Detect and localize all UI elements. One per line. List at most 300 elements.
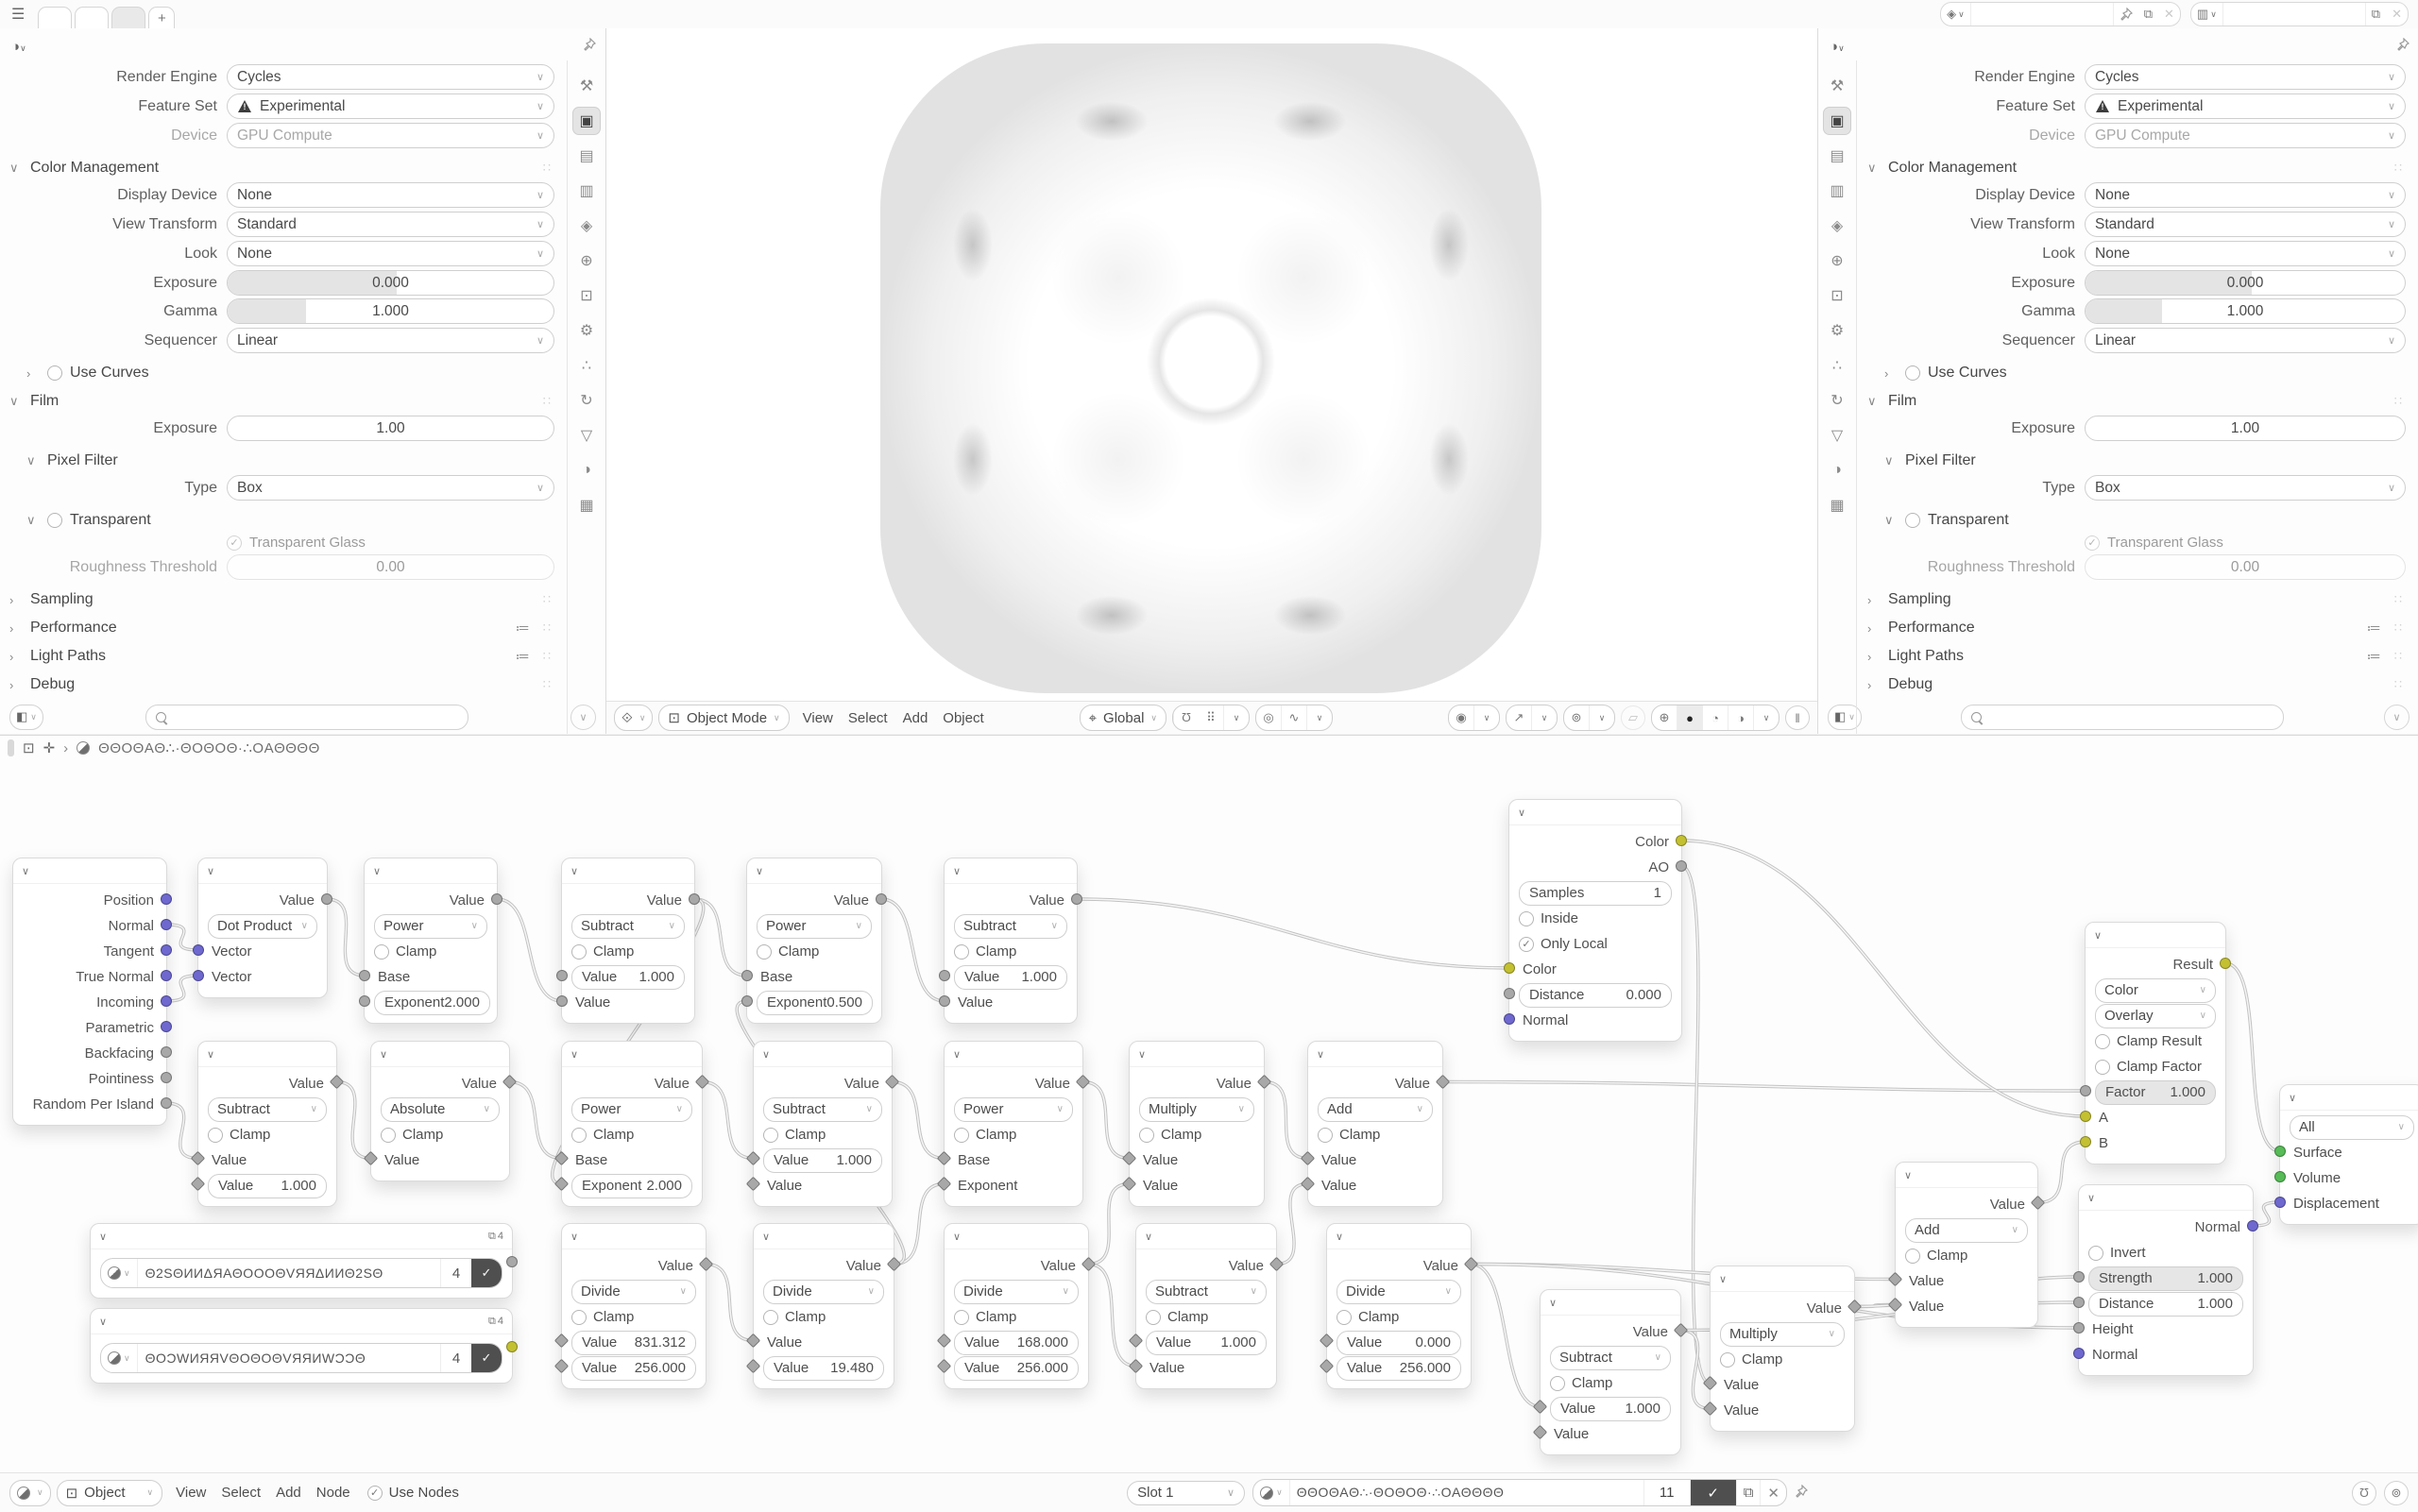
operation-dropdown[interactable]: Subtract ∨ [1146,1280,1267,1304]
distance-field[interactable]: Distance 1.000 [2088,1292,2243,1317]
clamp-checkbox[interactable] [208,1128,223,1143]
app-menu-icon[interactable]: ☰ [11,7,26,23]
preset-icon[interactable]: ≔ [2366,620,2381,637]
clamp-checkbox[interactable] [954,1310,969,1325]
use-curves-section[interactable]: › Use Curves [1884,365,2007,381]
device-dropdown[interactable]: GPU Compute ∨ [227,123,554,148]
input-socket[interactable] [2274,1146,2286,1157]
operation-dropdown[interactable]: Absolute ∨ [381,1097,500,1122]
overlays-icon[interactable]: ⊚ [2384,1481,2409,1505]
workspace-tab-active[interactable] [111,7,145,28]
properties-tab-material[interactable]: ◑ [1832,462,1842,478]
output-socket[interactable] [161,1046,172,1058]
clamp-checkbox[interactable] [381,1128,396,1143]
value-field[interactable]: Value 0.000 [1337,1331,1461,1355]
exposure-slider[interactable]: 0.000 [2085,270,2406,296]
add-workspace-button[interactable]: + [148,7,175,28]
render-engine-dropdown[interactable]: Cycles ∨ [227,64,554,90]
chevron-down-icon[interactable]: ∨ [1762,712,1770,722]
output-socket[interactable] [506,1256,518,1267]
material-users-count[interactable]: 11 [1644,1480,1691,1505]
operation-dropdown[interactable]: Subtract ∨ [763,1097,882,1122]
input-socket[interactable] [939,970,950,981]
search-input[interactable] [1961,705,2284,730]
sampling-section[interactable]: › Sampling ∷ [9,591,553,607]
input-socket[interactable] [556,995,568,1007]
view-transform-dropdown[interactable]: Standard ∨ [2085,212,2406,237]
properties-tab-texture[interactable]: ▦ [1830,498,1845,514]
display-device-dropdown[interactable]: None ∨ [227,182,554,208]
transform-orientation-dropdown[interactable]: ⌖ Global ∨ [1080,705,1166,731]
pin-icon[interactable] [583,38,596,55]
proportional-editing-control[interactable] [1255,705,1333,731]
image-name-field[interactable]: ΘΟƆWИЯЯVΘΟΘΟΘVЯЯИWƆƆΘ [145,1351,366,1366]
gamma-slider[interactable]: 1.000 [2085,298,2406,324]
pause-render-button[interactable]: ‖ [1785,705,1810,730]
sequencer-dropdown[interactable]: Linear ∨ [227,328,554,353]
film-exposure-field[interactable]: 1.00 [227,416,554,441]
chevron-down-icon[interactable]: ∨ [1316,712,1323,722]
strength-field[interactable]: Strength 1.000 [2088,1266,2243,1291]
render-engine-dropdown[interactable]: Cycles ∨ [2085,64,2406,90]
input-socket[interactable] [1504,1013,1515,1025]
image-name-field[interactable]: Θ2SΘИИΔЯAΘΟΟΟΘVЯЯΔИИΘ2SΘ [145,1266,383,1281]
properties-tab-texture[interactable]: ▦ [579,498,594,514]
magnet-icon[interactable]: Ω [2352,1481,2376,1505]
properties-tab-modifiers[interactable]: ⚙ [579,323,594,339]
value-field[interactable]: Value 1.000 [954,965,1067,990]
properties-tab-view-layer[interactable]: ▥ [579,183,594,199]
collapse-chevron-icon[interactable]: ∨ [99,1316,108,1328]
snap-control[interactable] [1172,705,1250,731]
debug-section[interactable]: › Debug ∷ [1867,676,2404,692]
shader-node-menu[interactable]: Node [315,1485,350,1501]
viewport-canvas[interactable] [606,28,1817,702]
operation-dropdown[interactable]: Divide ∨ [1337,1280,1461,1304]
value-field[interactable]: Value 1.000 [1550,1397,1671,1421]
collapse-chevron-icon[interactable]: ∨ [373,865,382,877]
rendered-shading-icon[interactable]: ◑ [1728,705,1754,730]
chevron-down-icon[interactable]: ∨ [1541,712,1548,722]
properties-tab-world[interactable]: ⊕ [580,253,593,269]
transparent-section[interactable]: ∨ Transparent [1884,512,2009,528]
film-section[interactable]: ∨ Film ∷ [1867,393,2404,409]
gizmo-arrow-icon[interactable]: ↗ [1507,705,1532,730]
operation-dropdown[interactable]: Power ∨ [374,914,487,939]
chevron-down-icon[interactable]: ∨ [1233,712,1240,722]
output-socket[interactable] [161,893,172,905]
material-name-field[interactable]: ΘΘΟΘAΘ∴·ΘΟΘΟΘ·∴ΟAΘΘΘΘ [1290,1480,1644,1505]
input-socket[interactable] [193,970,204,981]
collapse-chevron-icon[interactable]: ∨ [570,1231,579,1243]
value-field[interactable]: Value 256.000 [571,1356,696,1381]
inside-checkbox[interactable] [1519,911,1534,926]
workspace-tab[interactable] [38,7,72,28]
feature-set-dropdown[interactable]: ! Experimental ∨ [2085,93,2406,119]
operation-dropdown[interactable]: Divide ∨ [571,1280,696,1304]
transparent-checkbox[interactable] [47,513,62,528]
collapse-chevron-icon[interactable]: ∨ [1145,1231,1153,1243]
image-users-count[interactable]: 4 [440,1344,471,1372]
clamp-checkbox[interactable] [954,944,969,960]
look-dropdown[interactable]: None ∨ [2085,241,2406,266]
collapse-chevron-icon[interactable]: ∨ [207,865,215,877]
input-socket[interactable] [2274,1197,2286,1208]
output-socket[interactable] [161,1097,172,1109]
output-socket[interactable] [161,995,172,1007]
options-chevron-button[interactable]: ∨ [570,705,596,730]
xray-toggle-button[interactable]: ▱ [1621,705,1645,730]
math-subtract-node[interactable] [561,858,695,1024]
output-socket[interactable] [161,919,172,930]
output-socket[interactable] [1676,860,1687,872]
image-browse-dropdown[interactable]: ∨ [101,1344,138,1372]
properties-tab-world[interactable]: ⊕ [1831,253,1844,269]
collapse-chevron-icon[interactable]: ∨ [1317,1048,1325,1061]
shader-scope-dropdown[interactable]: ⊡ Object ∨ [57,1480,163,1506]
copy-icon[interactable]: ⧉ [2143,7,2153,21]
light-paths-section[interactable]: › Light Paths ≔ ∷ [9,648,553,665]
filter-toggle-button[interactable]: ◧ ∨ [9,705,43,730]
operation-dropdown[interactable]: Power ∨ [954,1097,1073,1122]
gizmos-control[interactable] [1506,705,1558,731]
input-socket[interactable] [359,970,370,981]
device-dropdown[interactable]: GPU Compute ∨ [2085,123,2406,148]
exposure-slider[interactable]: 0.000 [227,270,554,296]
overlays-icon[interactable]: ⊚ [1564,705,1590,730]
magnet-icon[interactable]: Ω [1173,705,1199,730]
sampling-section[interactable]: › Sampling ∷ [1867,591,2404,607]
math-multiply-node[interactable] [1710,1266,1855,1432]
math-add-node[interactable] [1307,1041,1443,1207]
input-socket[interactable] [1504,988,1515,999]
collapse-chevron-icon[interactable]: ∨ [1518,807,1526,819]
operation-dropdown[interactable]: Subtract ∨ [208,1097,327,1122]
editor-type-button[interactable]: ∨ [9,1480,51,1506]
pin-icon[interactable] [2396,38,2409,55]
scene-selector[interactable] [1940,2,2181,26]
image-users-count[interactable]: 4 [440,1259,471,1287]
clamp-checkbox[interactable] [763,1310,778,1325]
unlink-icon[interactable]: ✕ [2164,7,2174,21]
material-shading-icon[interactable]: ◔ [1703,705,1728,730]
fake-user-shield-icon[interactable]: ✓ [1691,1480,1737,1505]
properties-tab-view-layer[interactable]: ▥ [1830,183,1845,199]
clamp-checkbox[interactable] [1720,1352,1735,1368]
collapse-chevron-icon[interactable]: ∨ [380,1048,388,1061]
input-socket[interactable] [2080,1085,2091,1096]
performance-section[interactable]: › Performance ≔ ∷ [9,620,553,637]
input-socket[interactable] [2080,1111,2091,1122]
collapse-chevron-icon[interactable]: ∨ [762,1048,771,1061]
output-socket[interactable] [1676,835,1687,846]
visibility-icon[interactable]: ◉ [1449,705,1474,730]
material-output-node[interactable] [2279,1084,2418,1225]
input-socket[interactable] [2274,1171,2286,1182]
fake-user-shield-icon[interactable]: ✓ [471,1259,502,1287]
clamp-checkbox[interactable] [763,1128,778,1143]
shader-select-menu[interactable]: Select [221,1485,262,1501]
input-socket[interactable] [741,970,753,981]
collapse-chevron-icon[interactable]: ∨ [953,1231,962,1243]
clamp-checkbox[interactable] [1905,1249,1920,1264]
input-socket[interactable] [2073,1271,2085,1283]
input-socket[interactable] [2073,1348,2085,1359]
value-field[interactable]: Value 1.000 [571,965,685,990]
properties-tab-render[interactable]: ▣ [572,107,601,135]
feature-set-dropdown[interactable]: ! Experimental ∨ [227,93,554,119]
math-power-node[interactable] [746,858,882,1024]
collapse-chevron-icon[interactable]: ∨ [22,865,30,877]
node-canvas[interactable] [0,760,2418,1473]
clamp-checkbox[interactable] [1139,1128,1154,1143]
vector-math-dot-product-node[interactable] [197,858,328,998]
output-socket[interactable] [321,893,332,905]
clamp-checkbox[interactable] [571,944,587,960]
operation-dropdown[interactable]: Overlay ∨ [2095,1004,2216,1028]
math-power-node[interactable] [364,858,498,1024]
use-nodes-checkbox[interactable]: ✓ [367,1486,383,1501]
overlays-control[interactable] [1563,705,1615,731]
math-subtract-node[interactable] [1135,1223,1277,1389]
value-field[interactable]: Value 19.480 [763,1356,884,1381]
viewport-select-menu[interactable]: Select [847,709,888,726]
math-subtract-node[interactable] [1540,1289,1681,1455]
input-socket[interactable] [1504,962,1515,974]
collapse-chevron-icon[interactable]: ∨ [2289,1092,2297,1104]
chevron-down-icon[interactable]: ∨ [1483,712,1490,722]
solid-shading-icon[interactable]: ● [1677,705,1703,730]
collapse-chevron-icon[interactable]: ∨ [756,865,764,877]
roughness-threshold-field[interactable]: 0.00 [227,554,554,580]
collapse-chevron-icon[interactable]: ∨ [953,865,962,877]
options-chevron-button[interactable]: ∨ [2384,705,2409,730]
transparent-glass-checkbox[interactable]: ✓ [2085,535,2100,551]
color-management-section[interactable]: ∨ Color Management ∷ [9,160,553,176]
gamma-slider[interactable]: 1.000 [227,298,554,324]
properties-tab-tool[interactable]: ⚒ [579,78,594,94]
value-field[interactable]: Value 1.000 [763,1148,882,1173]
editor-type-button[interactable]: ⟐ ∨ [614,705,653,731]
properties-tab-render[interactable]: ▣ [1823,107,1851,135]
use-curves-section[interactable]: › Use Curves [26,365,149,381]
shading-mode-control[interactable] [1651,705,1779,731]
fake-user-shield-icon[interactable]: ✓ [471,1344,502,1372]
properties-tab-physics[interactable]: ↻ [1831,393,1844,409]
operation-dropdown[interactable]: Subtract ∨ [1550,1346,1671,1370]
properties-tab-particles[interactable]: ∴ [581,358,592,374]
debug-section[interactable]: › Debug ∷ [9,676,553,692]
properties-tab-object[interactable]: ⊡ [580,288,593,304]
clamp-checkbox[interactable] [571,1128,587,1143]
collapse-chevron-icon[interactable]: ∨ [762,1231,771,1243]
collapse-chevron-icon[interactable]: ∨ [1549,1297,1558,1309]
collapse-chevron-icon[interactable]: ∨ [207,1048,215,1061]
value-field[interactable]: Value 1.000 [1146,1331,1267,1355]
region-handle[interactable] [8,739,14,756]
operation-dropdown[interactable]: Multiply ∨ [1139,1097,1254,1122]
material-selector[interactable] [1252,1479,1787,1506]
value-field[interactable]: Value 168.000 [954,1331,1079,1355]
pixel-filter-section[interactable]: ∨ Pixel Filter [1884,452,1976,468]
operation-dropdown[interactable]: Divide ∨ [954,1280,1079,1304]
shader-add-menu[interactable]: Add [276,1485,301,1501]
workspace-tab[interactable] [75,7,109,28]
pixel-filter-section[interactable]: ∨ Pixel Filter [26,452,118,468]
properties-tab-tool[interactable]: ⚒ [1830,78,1845,94]
samples-field[interactable]: Samples 1 [1519,881,1672,906]
preset-icon[interactable]: ≔ [515,649,530,665]
properties-tab-object-data[interactable]: ▽ [580,428,593,444]
clamp-checkbox[interactable] [954,1128,969,1143]
proportional-editing-icon[interactable]: ◎ [1256,705,1282,730]
display-device-dropdown[interactable]: None ∨ [2085,182,2406,208]
output-socket[interactable] [1071,893,1082,905]
properties-editor-icon[interactable]: ◑∨ [11,38,26,55]
output-socket[interactable] [161,970,172,981]
light-paths-section[interactable]: › Light Paths ≔ ∷ [1867,648,2404,665]
shader-view-menu[interactable]: View [176,1485,207,1501]
show-gizmo-control[interactable] [1448,705,1500,731]
clamp-checkbox[interactable] [1337,1310,1352,1325]
operation-dropdown[interactable]: Add ∨ [1318,1097,1433,1122]
output-socket[interactable] [689,893,700,905]
transparent-checkbox[interactable] [1905,513,1920,528]
operation-dropdown[interactable]: Power ∨ [571,1097,692,1122]
operation-dropdown[interactable]: Subtract ∨ [954,914,1067,939]
collapse-chevron-icon[interactable]: ∨ [2087,1192,2096,1204]
roughness-threshold-field[interactable]: 0.00 [2085,554,2406,580]
pixel-filter-type-dropdown[interactable]: Box ∨ [227,475,554,501]
unlink-icon[interactable]: ✕ [1767,1485,1779,1502]
math-divide-node[interactable] [561,1223,707,1389]
viewlayer-name-field[interactable] [2222,3,2366,25]
value-field[interactable]: Value 831.312 [571,1331,696,1355]
input-socket[interactable] [2073,1322,2085,1334]
operation-dropdown[interactable]: Dot Product ∨ [208,914,317,939]
color-management-section[interactable]: ∨ Color Management ∷ [1867,160,2404,176]
collapse-chevron-icon[interactable]: ∨ [570,1048,579,1061]
clamp-checkbox[interactable] [1318,1128,1333,1143]
filter-toggle-button[interactable]: ◧ ∨ [1828,705,1862,730]
bump-node[interactable] [2078,1184,2254,1376]
clamp-result-checkbox[interactable] [2095,1034,2110,1049]
slot-dropdown[interactable]: Slot 1 ∨ [1127,1481,1245,1505]
input-socket[interactable] [939,995,950,1007]
math-divide-node[interactable] [753,1223,894,1389]
output-socket[interactable] [2220,958,2231,969]
operation-dropdown[interactable]: Divide ∨ [763,1280,884,1304]
clamp-checkbox[interactable] [571,1310,587,1325]
collapse-chevron-icon[interactable]: ∨ [1336,1231,1344,1243]
scene-name-field[interactable] [1970,3,2114,25]
properties-tab-object[interactable]: ⊡ [1831,288,1844,304]
exponent-field[interactable]: Exponent 2.000 [571,1174,692,1198]
properties-tab-scene[interactable]: ◈ [1831,218,1844,234]
search-input[interactable] [145,705,468,730]
pin-icon[interactable] [2114,3,2138,25]
input-socket[interactable] [741,995,753,1007]
collapse-chevron-icon[interactable]: ∨ [953,1048,962,1061]
only-local-checkbox[interactable]: ✓ [1519,937,1534,952]
distance-field[interactable]: Distance 0.000 [1519,983,1672,1008]
collapse-chevron-icon[interactable]: ∨ [570,865,579,877]
preset-icon[interactable]: ≔ [515,620,530,637]
output-socket[interactable] [876,893,887,905]
operation-dropdown[interactable]: Color ∨ [2095,978,2216,1003]
collapse-chevron-icon[interactable]: ∨ [99,1231,108,1243]
film-section[interactable]: ∨ Film ∷ [9,393,553,409]
operation-dropdown[interactable]: All ∨ [2290,1115,2414,1140]
transparent-glass-checkbox[interactable]: ✓ [227,535,242,551]
collapse-chevron-icon[interactable]: ∨ [1904,1169,1913,1181]
viewport-3d[interactable] [606,28,1817,734]
image-browse-dropdown[interactable]: ∨ [101,1259,138,1287]
shader-editor[interactable] [0,735,2418,1512]
pin-icon[interactable] [1795,1485,1808,1502]
pixel-filter-type-dropdown[interactable]: Box ∨ [2085,475,2406,501]
image-texture-node[interactable]: ∨ ⧉ 4 ∨ ΘΟƆWИЯЯVΘΟΘΟΘVЯЯИWƆƆΘ 4 ✓ [90,1308,513,1384]
performance-section[interactable]: › Performance ≔ ∷ [1867,620,2404,637]
output-socket[interactable] [2247,1220,2258,1232]
copy-icon[interactable]: ⧉ [2371,7,2381,21]
value-field[interactable]: Value 256.000 [1337,1356,1461,1381]
output-socket[interactable] [491,893,502,905]
input-socket[interactable] [359,995,370,1007]
geometry-node[interactable] [12,858,167,1126]
input-socket[interactable] [2073,1297,2085,1308]
operation-dropdown[interactable]: Multiply ∨ [1720,1322,1845,1347]
properties-tab-scene[interactable]: ◈ [580,218,593,234]
snap-target-icon[interactable]: ⠿ [1199,705,1224,730]
viewport-view-menu[interactable]: View [802,709,833,726]
value-field[interactable]: Value 256.000 [954,1356,1079,1381]
operation-dropdown[interactable]: Add ∨ [1905,1218,2028,1243]
viewport-add-menu[interactable]: Add [902,709,928,726]
chevron-down-icon[interactable]: ∨ [1598,712,1606,722]
unlink-icon[interactable]: ✕ [2392,7,2402,21]
math-multiply-node[interactable] [1129,1041,1265,1207]
clamp-checkbox[interactable] [1146,1310,1161,1325]
input-socket[interactable] [556,970,568,981]
collapse-chevron-icon[interactable]: ∨ [1138,1048,1147,1061]
output-socket[interactable] [506,1341,518,1352]
math-divide-node[interactable] [1326,1223,1472,1389]
sequencer-dropdown[interactable]: Linear ∨ [2085,328,2406,353]
properties-editor-icon[interactable]: ◑∨ [1830,38,1845,55]
math-power-node[interactable] [561,1041,703,1207]
viewport-object-menu[interactable]: Object [943,709,984,726]
collapse-chevron-icon[interactable]: ∨ [1719,1273,1728,1285]
clamp-checkbox[interactable] [374,944,389,960]
math-subtract-node[interactable] [753,1041,893,1207]
falloff-icon[interactable]: ∿ [1282,705,1307,730]
use-curves-checkbox[interactable] [47,365,62,381]
properties-tab-particles[interactable]: ∴ [1831,358,1843,374]
mode-dropdown[interactable]: ⊡ Object Mode ∨ [658,705,789,731]
ambient-occlusion-node[interactable] [1508,799,1682,1042]
clamp-checkbox[interactable] [1550,1376,1565,1391]
properties-tab-object-data[interactable]: ▽ [1831,428,1844,444]
input-socket[interactable] [2080,1136,2091,1147]
look-dropdown[interactable]: None ∨ [227,241,554,266]
value-field[interactable]: Value 1.000 [208,1174,327,1198]
exponent-field[interactable]: Exponent 2.000 [374,991,490,1015]
exponent-field[interactable]: Exponent 0.500 [757,991,873,1015]
clamp-factor-checkbox[interactable] [2095,1060,2110,1075]
operation-dropdown[interactable]: Power ∨ [757,914,872,939]
wireframe-shading-icon[interactable]: ⊕ [1652,705,1677,730]
